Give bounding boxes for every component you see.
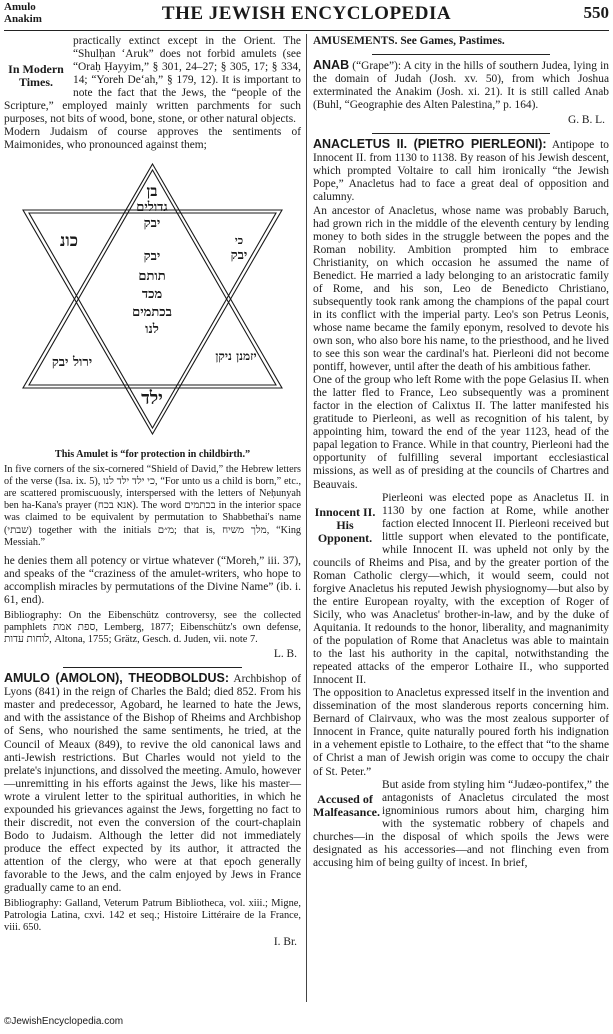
amulet-word-bottom-right: יזמנן ניקן xyxy=(215,349,257,364)
amulet-word-bottom-left: ירול יבק xyxy=(51,355,93,371)
amulet-word-center-5: לנו xyxy=(145,322,159,338)
signature-gbl: G. B. L. xyxy=(567,114,605,127)
amulet-word-center-3: מכד xyxy=(141,287,163,303)
signature-lb: L. B. xyxy=(273,648,297,661)
amulet-word-top: בן xyxy=(146,182,158,201)
page-title: THE JEWISH ENCYCLOPEDIA xyxy=(161,3,452,24)
amulet-word-center-1: יבק xyxy=(143,249,161,265)
amulet-illustration xyxy=(4,156,301,446)
page-number: 550 xyxy=(583,3,609,22)
amulet-word-center-2: תותם xyxy=(138,269,166,285)
amulet-word-right-2: יבק xyxy=(230,248,248,264)
sidenote-innocent: Innocent II. His Opponent. xyxy=(314,504,376,545)
amulet-word-bottom: ילד xyxy=(141,388,163,410)
amulo-headword: AMULO (AMOLON), THEODBOLDUS: xyxy=(4,671,230,686)
anacletus-election-paragraph: Pierleoni was elected pope as Anacletus II. in 1130 by one faction at Rome, while another faction elected Innocent II. Pierleoni received but little support when elevated to the pontificate, while Innocent II. was upheld not only by the councils of Rheims and Pisa, and by the greater portion of the Roman Catholic clergy—which, it would seem, could not forgive Anacletus his reputed Jewish physiognomy—but also by the entire European royalty, with the exception of Roger of Sicily, who was Anacletus' brother-in-law, and by the duke of Aquitania. It redounds to the honor, liberality, and magnanimity of the population of Rome that Anacletus was able to maintain to the last his authority in the capital, notwithstanding the repeated attacks of the emperor Lothaire II., who supported Innocent II. xyxy=(313,491,609,687)
illustration-caption-body: In five corners of the six-cornered “Shield of David,” the Hebrew letters of the verse (Isa. ix. 5), כי ילד ילד לנו, “For unto us a child is born,” etc., are scattered promiscuously, interspersed with the letters of Neḥunyah ben ha-Kana's prayer (אנא בכח). The word בכתמים in the interior space was claimed to be equivalent by permutation to Shabbethai's name (שבתי) together with the initials מ״ם; that is, מלך משיח, “King Messiah.” xyxy=(4,463,302,548)
header-rule xyxy=(4,30,609,31)
amulet-word-top-2: גדולים xyxy=(136,200,168,216)
running-head-first: Amulo xyxy=(4,1,36,13)
maimonides-paragraph: Modern Judaism of course approves the sentiments of Maimonides, who pronounced against them; xyxy=(4,126,301,152)
anab-body: (“Grape”): A city in the hills of southern Judea, lying in the domain of Judah (Josh. xv. 50), from which Joshua exterminated the Anakim (Josh. xi. 21). It is still called Anab (Buhl, “Geographie des Alten Palestina,” p. 164). xyxy=(313,60,609,112)
amulet-word-top-3: יבק xyxy=(143,216,161,232)
column-divider xyxy=(306,34,307,1002)
sidenote-accused: Accused of Malfeasance. xyxy=(313,791,380,819)
signature-ibr: I. Br. xyxy=(273,936,297,949)
sidenote-modern-times: In Modern Times. xyxy=(8,62,64,89)
anab-headword: ANAB xyxy=(313,58,350,73)
bibliography-amulo: Bibliography: Galland, Veterum Patrum Bibliotheca, vol. xiii.; Migne, Patrologia Latina, cxvi. 142 et seq.; Histoire Littéraire de la France, viii. 650. xyxy=(4,898,301,934)
article-separator xyxy=(372,54,550,55)
article-separator xyxy=(372,133,550,134)
left-column xyxy=(4,35,301,953)
illustration-caption-title: This Amulet is “for protection in childbirth.” xyxy=(54,449,251,461)
amulo-body: Archbishop of Lyons (841) in the reign of Charles the Bald; died 852. From his master and predecessor, Agobard, he learned to hate the Jews, and with the assistance of the Bishop of Rheims and Archbishop of Sens, who nourished the same sentiments, he tried, at the Council of Meaux (849), to revive the old canonical laws and anti-Jewish restrictions. But Charles would not yield to the prelate's injunctions, and dissolved the meeting. Amulo, however—unremitting in his efforts against the Jews, like his master—wrote a virulent letter to the spiritual authorities, in which he expounded his grievances against the Jews, forgetting no fact to their discredit, not even the conversion of the court-chaplain Bodo to Judaism. Although the letter did not immediately produce the effect expected by its author, it attracted the attention of the clergy, who were at that epoch generally favorable to the Jews, and the calm enjoyed by Jews in France gradually came to an end. xyxy=(4,673,301,895)
anacletus-headword: ANACLETUS II. (PIETRO PIERLEONI): xyxy=(313,137,547,152)
copyright-footer: ©JewishEncyclopedia.com xyxy=(4,1016,124,1027)
amulet-word-left: כונ xyxy=(59,231,79,252)
running-head-last: Anakim xyxy=(4,13,42,25)
article-separator xyxy=(63,667,241,668)
anacletus-legation-paragraph: One of the group who left Rome with the pope Gelasius II. when the latter fled to France, Leo subsequently was a prominent factor in the election of Calixtus II. The latter manifested his gratitude to Pierleoni, as well as recognition of his talent, by appointing him, toward the end of the year 1123, head of the papal legation to France. While in that country, Pierleoni had the opportunity of fulfilling several important ecclesiastical missions, as well as of presiding at the councils of Chartres and Beauvais. xyxy=(313,374,609,491)
bibliography-amulets: Bibliography: On the Eibenschütz controversy, see the collected pamphlets ספת אמת, Lemberg, 1877; Eibenschütz's own defense, לוחות עדות, Altona, 1755; Grätz, Gesch. d. Juden, vii. note 7. xyxy=(4,610,301,646)
anacletus-opposition-paragraph: The opposition to Anacletus expressed itself in the invention and dissemination of the most slanderous reports concerning him. Bernard of Clairvaux, who was the most zealous supporter of Innocent in France, quite naturally poured forth his indignation in a vehement epistle to Lothaire, to the effect that “to the shame of Christ a man of Jewish origin was come to occupy the chair of St. Peter.” xyxy=(313,687,609,778)
anacletus-ancestor-paragraph: An ancestor of Anacletus, whose name was probably Baruch, had grown rich in the middle of the eleventh century by lending money to both sides in the struggle between the popes and the Roman nobility. Ambition prompted him to embrace Christianity, on which occasion he assumed the name of Benedict. He married a lady belonging to an aristocratic family of Rome, and his son, Leo de Benedicto Christiano, subsequently took rank among the champions of the papal court in its conflict with the imperial party. Leo's son Petrus Leonis, whose name became the family eponym, resolved to devote his own son, who also bore his name, to the priesthood, and he lived to see this son wear the cardinal's hat. Pierleoni did not become pontiff, however, until after the death of his ambitious father. xyxy=(313,204,609,374)
page-header xyxy=(0,0,613,34)
amulet-word-right-1: כי xyxy=(234,234,244,248)
amulets-paragraph: practically extinct except in the Orient. The “Shulḥan ‘Aruk” does not forbid amulets (see “Oraḥ Ḥayyim,” § 301, 24–27; § 305, 17; § 334, 14; “Yoreh De‘ah,” § 179, 12). It is important to note the fact that the Jews, the “people of the Scripture,” employed mainly written parchments for such purposes, not bits of wood, bone, stone, or other natural objects. xyxy=(4,35,301,126)
amusements-entry: AMUSEMENTS. See Games, Pastimes. xyxy=(313,35,505,47)
denial-paragraph: he denies them all potency or virtue whatever (“Moreh,” iii. 37), and speaks of the “craziness of the amulet-writers, who hope to accomplish miracles by permutations of the Divine Name” (ib. i. 61, end). xyxy=(4,555,301,607)
anacletus-rumors-paragraph: But aside from styling him “Judæo-pontifex,” the antagonists of Anacletus circulated the most ignominious rumors about him, charging him with the systematic robbery of chapels and churches—in the disposal of which spoils the Jews were designated as his accessories—and not flinching even from accusing him of being guilty of incest. In brief, xyxy=(313,778,609,869)
anacletus-intro: Antipope to Innocent II. from 1130 to 1138. By reason of his Jewish descent, which prompted Voltaire to call him ironically “the Jewish Pope,” Anacletus had to face a great deal of opposition and calumny. xyxy=(313,139,609,204)
amulet-word-center-4: בכתמים xyxy=(132,305,172,321)
right-column xyxy=(313,35,609,870)
